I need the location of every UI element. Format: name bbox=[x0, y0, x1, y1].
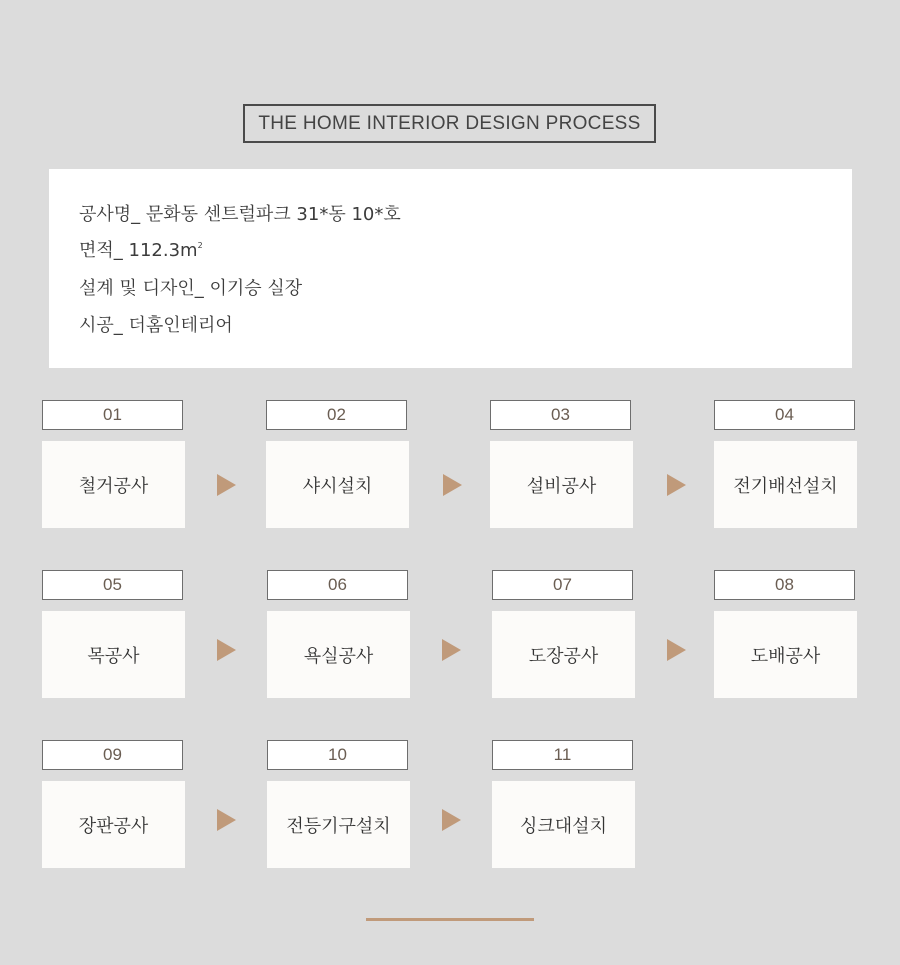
arrow-right-icon bbox=[442, 809, 461, 831]
step-card: 설비공사 bbox=[490, 441, 633, 528]
arrow-right-icon bbox=[217, 639, 236, 661]
arrow-right-icon bbox=[667, 639, 686, 661]
step-card: 욕실공사 bbox=[267, 611, 410, 698]
step-card: 도배공사 bbox=[714, 611, 857, 698]
project-designer: 설계 및 디자인_ 이기승 실장 bbox=[79, 278, 303, 299]
step-card: 싱크대설치 bbox=[492, 781, 635, 868]
project-info-panel bbox=[49, 169, 852, 368]
step-number: 10 bbox=[267, 740, 408, 770]
step-card: 철거공사 bbox=[42, 441, 185, 528]
step-card: 장판공사 bbox=[42, 781, 185, 868]
step-number: 01 bbox=[42, 400, 183, 430]
step-number: 05 bbox=[42, 570, 183, 600]
step-card: 샤시설치 bbox=[266, 441, 409, 528]
step-number: 09 bbox=[42, 740, 183, 770]
step-number: 07 bbox=[492, 570, 633, 600]
arrow-right-icon bbox=[217, 809, 236, 831]
arrow-right-icon bbox=[217, 474, 236, 496]
step-card: 전등기구설치 bbox=[267, 781, 410, 868]
step-number: 08 bbox=[714, 570, 855, 600]
step-number: 03 bbox=[490, 400, 631, 430]
step-card: 전기배선설치 bbox=[714, 441, 857, 528]
step-number: 04 bbox=[714, 400, 855, 430]
arrow-right-icon bbox=[443, 474, 462, 496]
project-area-unit-superscript: 2 bbox=[197, 241, 203, 250]
arrow-right-icon bbox=[442, 639, 461, 661]
project-name: 공사명_ 문화동 센트럴파크 31*동 10*호 bbox=[79, 204, 401, 225]
step-number: 06 bbox=[267, 570, 408, 600]
step-number: 11 bbox=[492, 740, 633, 770]
arrow-right-icon bbox=[667, 474, 686, 496]
step-card: 목공사 bbox=[42, 611, 185, 698]
footer-divider bbox=[366, 918, 534, 921]
step-number: 02 bbox=[266, 400, 407, 430]
step-card: 도장공사 bbox=[492, 611, 635, 698]
project-area bbox=[79, 236, 203, 262]
project-contractor: 시공_ 더홈인테리어 bbox=[79, 315, 233, 336]
page-title: THE HOME INTERIOR DESIGN PROCESS bbox=[243, 104, 656, 143]
project-area-label: 면적_ 112.3m bbox=[79, 240, 198, 261]
